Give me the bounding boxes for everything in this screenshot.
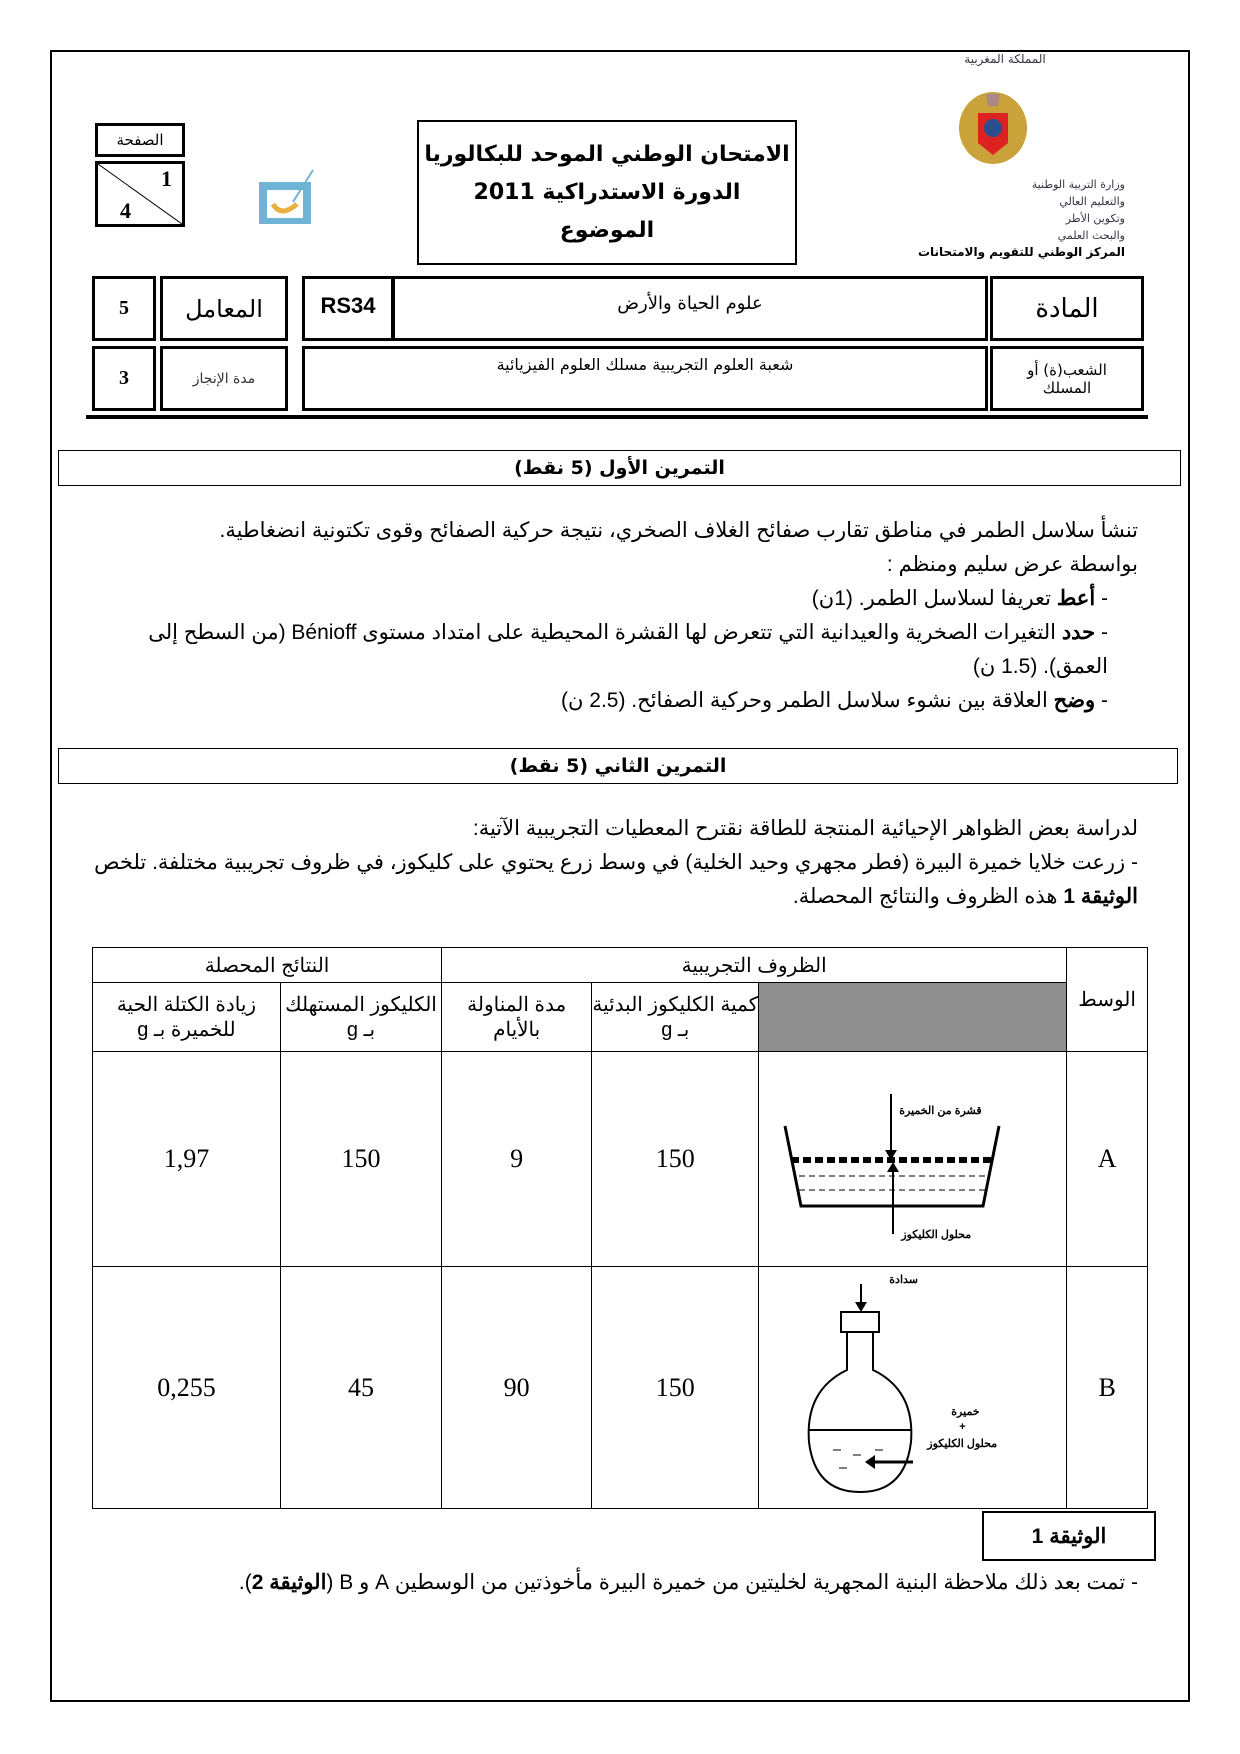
- medium-b: B: [1067, 1267, 1148, 1509]
- setup-a-diagram: [759, 1052, 1067, 1267]
- medium-header: الوسط: [1067, 948, 1148, 1052]
- q3-verb: وضح: [1053, 689, 1096, 712]
- glucose-solution-label: محلول الكليكوز: [927, 1438, 998, 1450]
- q3-text: العلاقة بين نشوء سلاسل الطمر وحركية الصفائح. (2.5 ن): [561, 689, 1054, 712]
- exercise1-body: [90, 514, 1138, 718]
- ministry-line: وزارة التربية الوطنية: [1031, 178, 1125, 191]
- duration-b: 90: [442, 1267, 592, 1509]
- document1-table: [92, 947, 1148, 1509]
- table-row: [93, 1267, 1148, 1509]
- kingdom-label: المملكة المغربية: [964, 52, 1046, 66]
- branch-label: الشعب(ة) أو المسلك: [990, 346, 1144, 411]
- branch-name: شعبة العلوم التجريبية مسلك العلوم الفيزيائية: [302, 346, 988, 411]
- exercise2-title: التمرين الثاني (5 نقط): [58, 748, 1178, 784]
- page-label: الصفحة: [95, 123, 185, 157]
- q1-text: تعريفا لسلاسل الطمر. (1ن): [811, 587, 1057, 610]
- yeast-crust-label: قشرة من الخميرة: [899, 1105, 982, 1117]
- consumed-b: 45: [280, 1267, 441, 1509]
- initial-glucose-a: 150: [592, 1052, 759, 1267]
- exam-title: الامتحان الوطني الموحد للبكالوريا: [424, 141, 790, 167]
- shaded-header-cell: [759, 983, 1067, 1052]
- consumed-a: 150: [280, 1052, 441, 1267]
- center-label: المركز الوطني للتقويم والامتحانات: [917, 245, 1125, 259]
- page-number-box: [95, 161, 185, 227]
- header-divider: [86, 415, 1148, 419]
- doc2-reference: الوثيقة 2: [251, 1571, 327, 1594]
- q2-verb: حدد: [1061, 621, 1096, 644]
- medium-a: A: [1067, 1052, 1148, 1267]
- plus-label: +: [959, 1421, 966, 1433]
- setup-b-diagram: [759, 1267, 1067, 1509]
- doc1-reference: الوثيقة 1: [1063, 885, 1138, 908]
- glucose-solution-label: محلول الكليكوز: [901, 1229, 972, 1241]
- initial-glucose-b: 150: [592, 1267, 759, 1509]
- subject-name: علوم الحياة والأرض: [392, 276, 988, 341]
- stopper-label: سدادة: [889, 1274, 919, 1286]
- conditions-header: الظروف التجريبية: [442, 948, 1067, 983]
- subject-code: RS34: [302, 276, 394, 341]
- exercise1-instruction: بواسطة عرض سليم ومنظم :: [886, 553, 1138, 576]
- q1-verb: أعط: [1056, 587, 1096, 610]
- table-row: [93, 1052, 1148, 1267]
- p2-text: - تمت بعد ذلك ملاحظة البنية المجهرية لخليتين من خميرة البيرة مأخوذتين من الوسطين A و B (: [326, 1571, 1138, 1594]
- p1-end: هذه الظروف والنتائج المحصلة.: [792, 885, 1064, 908]
- p2-end: ).: [238, 1571, 252, 1594]
- subject-label: المادة: [990, 276, 1144, 341]
- duration-label: مدة الإنجاز: [160, 346, 288, 411]
- exercise2-intro: لدراسة بعض الظواهر الإحيائية المنتجة للطاقة نقترح المعطيات التجريبية الآتية:: [472, 817, 1138, 840]
- biomass-b: 0,255: [93, 1267, 281, 1509]
- page-current: 1: [161, 166, 172, 191]
- duration-value: 3: [92, 346, 156, 411]
- yeast-label: خميرة: [951, 1406, 980, 1418]
- exam-title-box: [417, 120, 797, 265]
- coat-of-arms-icon: [948, 78, 1038, 168]
- duration-header: مدة المناولة بالأيام: [442, 983, 592, 1052]
- exercise1-title: التمرين الأول (5 نقط): [58, 450, 1181, 486]
- exam-session: الدورة الاستدراكية 2011: [473, 179, 741, 205]
- exam-subject-label: الموضوع: [559, 217, 655, 243]
- ministry-line: والتعليم العالي: [1059, 195, 1125, 208]
- stoppered-flask-icon: [763, 1270, 1063, 1506]
- question-3: - وضح العلاقة بين نشوء سلاسل الطمر وحركية الصفائح. (2.5 ن): [561, 689, 1108, 712]
- exercise2-paragraph1: [90, 846, 1138, 914]
- exercise2-body: [90, 812, 1138, 914]
- ministry-line: وتكوين الأطر: [1065, 212, 1125, 225]
- p1-text: - زرعت خلايا خميرة البيرة (فطر مجهري وحيد الخلية) في وسط زرع يحتوي على كليكوز، في ظروف تجريبية مختلفة. تلخص: [94, 851, 1138, 874]
- coefficient-label: المعامل: [160, 276, 288, 341]
- question-2: - حدد التغيرات الصخرية والعيدانية التي تتعرض لها القشرة المحيطية على امتداد مستوى Bénioff (من السطح إلى العمق). (1.5 ن): [148, 621, 1108, 678]
- duration-a: 9: [442, 1052, 592, 1267]
- exercise1-intro: تنشأ سلاسل الطمر في مناطق تقارب صفائح الغلاف الصخري، نتيجة حركية الصفائح وقوى تكتونية انضغاطية.: [219, 519, 1138, 542]
- consumed-glucose-header: الكليكوز المستهلك بـ g: [280, 983, 441, 1052]
- biomass-a: 1,97: [93, 1052, 281, 1267]
- document1-label: الوثيقة 1: [982, 1511, 1156, 1561]
- exercise2-paragraph2: [90, 1566, 1138, 1600]
- ministry-line: والبحث العلمي: [1057, 229, 1125, 242]
- coefficient-value: 5: [92, 276, 156, 341]
- q2-text: التغيرات الصخرية والعيدانية التي تتعرض لها القشرة المحيطية على امتداد مستوى Bénioff (من السطح إلى العمق). (1.5 ن): [148, 621, 1108, 678]
- initial-glucose-header: كمية الكليكوز البدئية بـ g: [592, 983, 759, 1052]
- results-header: النتائج المحصلة: [93, 948, 442, 983]
- page-total: 4: [120, 198, 131, 223]
- exam-logo-icon: [257, 168, 317, 226]
- question-1: - أعط تعريفا لسلاسل الطمر. (1ن): [811, 587, 1108, 610]
- biomass-header: زيادة الكتلة الحية للخميرة بـ g: [93, 983, 281, 1052]
